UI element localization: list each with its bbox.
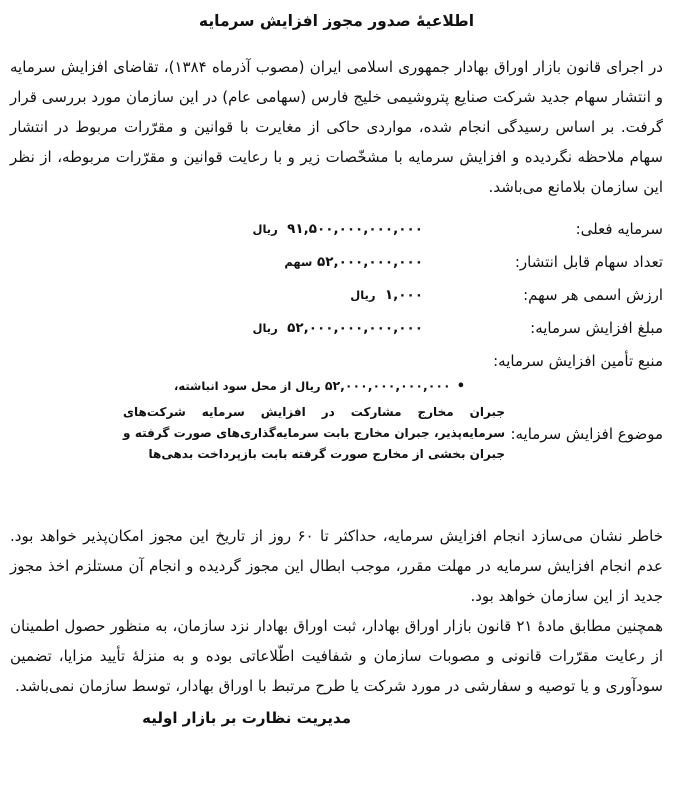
- signature: مدیریت نظارت بر بازار اولیه: [142, 709, 351, 727]
- detail-label: ارزش اسمی هر سهم:: [523, 285, 663, 304]
- amount-text: ۵۲,۰۰۰,۰۰۰,۰۰۰,۰۰۰: [324, 378, 451, 393]
- document-title: اطلاعیهٔ صدور مجوز افزایش سرمایه: [198, 12, 475, 30]
- detail-label: موضوع افزایش سرمایه:: [510, 424, 663, 443]
- detail-label: مبلغ افزایش سرمایه:: [530, 318, 663, 337]
- amount-text: ۵۲,۰۰۰,۰۰۰,۰۰۰: [316, 253, 423, 270]
- bullet-icon: •: [456, 379, 465, 394]
- currency-unit: ریال: [350, 287, 376, 302]
- detail-row-funding-source: [10, 344, 663, 377]
- legal-paragraph: همچنین مطابق مادهٔ ۲۱ قانون بازار اوراق بهادار، ثبت اوراق بهادار نزد سازمان، به منظور حصول اطمینان از رعایت مقرّرات قانونی و مصوبات سازمان و شفافیت اطّلاعاتی بوده و به منزلهٔ تأیید مزایا، تضمین سودآوری و یا توصیه و سفارشی در مورد شرکت یا طرح مرتبط با اوراق بهادار، توسط سازمان نمی‌باشد.: [10, 617, 664, 695]
- amount-text: ۵۲,۰۰۰,۰۰۰,۰۰۰,۰۰۰: [287, 319, 423, 336]
- share-unit: سهم: [284, 254, 313, 269]
- detail-row-current-capital: [10, 212, 663, 245]
- detail-row-increase-amount: [10, 311, 663, 344]
- detail-value: [284, 254, 423, 270]
- note-paragraph: خاطر نشان می‌سازد انجام افزایش سرمایه، حداکثر تا ۶۰ روز از تاریخ این مجوز امکان‌پذیر خواهد بود. عدم انجام افزایش سرمایه در مهلت مقرر، موجب ابطال این مجوز گردیده و انجام آن مستلزم اخذ مجوز جدید از این سازمان خواهد بود.: [10, 527, 663, 605]
- amount-text: ۹۱,۵۰۰,۰۰۰,۰۰۰,۰۰۰: [287, 220, 423, 237]
- currency-unit: ریال: [252, 320, 278, 335]
- currency-unit: ریال: [252, 221, 278, 236]
- capital-details-list: [10, 212, 663, 465]
- detail-label: سرمایه فعلی:: [575, 219, 663, 238]
- intro-paragraph: در اجرای قانون بازار اوراق بهادار جمهوری اسلامی ایران (مصوب آذرماه ۱۳۸۴)، تقاضای افزایش سرمایه و انتشار سهام جدید شرکت صنایع پتروشیمی خلیج فارس (سهامی عام) در این سازمان مورد بررسی قرار گرفت. بر اساس رسیدگی انجام شده، مواردی حاکی از مغایرت با قوانین و مقرّرات مربوط در انتشار سهام ملاحظه نگردیده و افزایش سرمایه با مشخّصات زیر و با رعایت قوانین و مقرّرات مربوطه، از نظر این سازمان بلامانع می‌باشد.: [10, 58, 663, 196]
- detail-value: [252, 221, 423, 237]
- amount-text: ۱,۰۰۰: [384, 286, 423, 303]
- detail-label: منبع تأمین افزایش سرمایه:: [493, 351, 663, 370]
- detail-row-nominal-value: [10, 278, 663, 311]
- subject-text: جبران مخارج مشارکت در افزایش سرمایه شرکت‌های سرمایه‌پذیر، جبران مخارج بابت سرمایه‌گذاری‌های صورت گرفته و جبران بخشی از مخارج صورت گرفته بابت بازپرداخت بدهی‌ها: [123, 405, 505, 461]
- detail-row-issuable-shares: [10, 245, 663, 278]
- detail-value: [350, 287, 423, 303]
- detail-label: تعداد سهام قابل انتشار:: [514, 252, 663, 271]
- funding-source-description: ریال از محل سود انباشته،: [173, 379, 321, 393]
- funding-source-bullet-line: [10, 378, 465, 394]
- detail-row-subject: [10, 402, 663, 465]
- detail-value: [252, 320, 423, 336]
